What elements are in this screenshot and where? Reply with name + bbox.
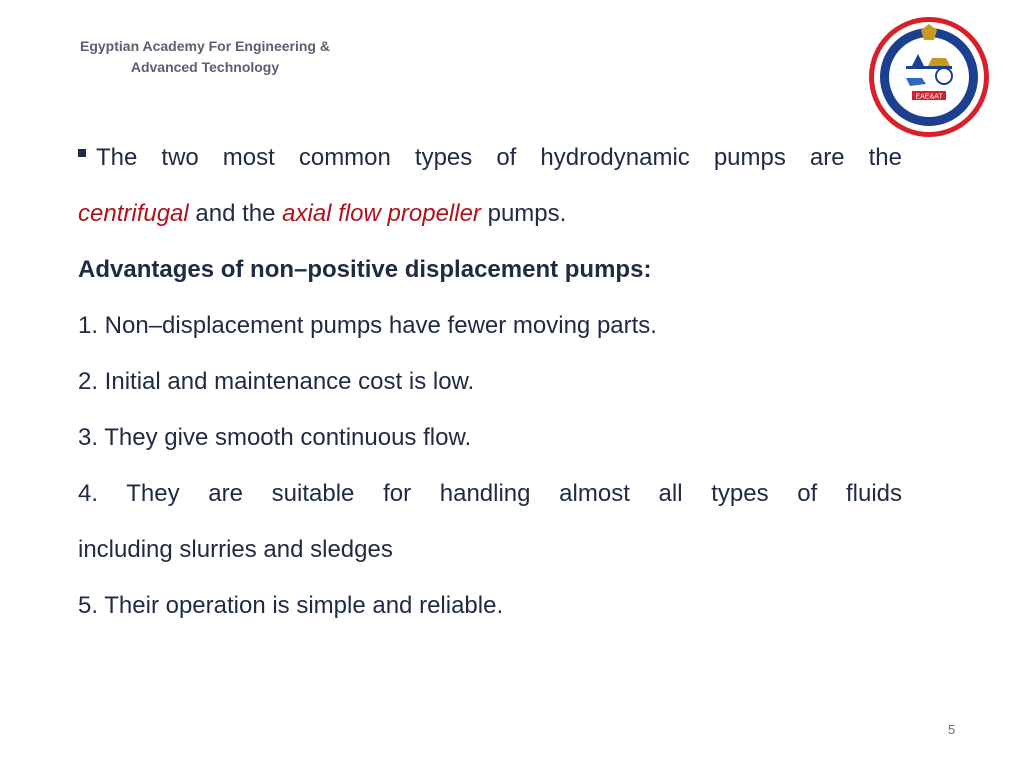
term-axial-flow-propeller: axial flow propeller [282,200,481,227]
list-item-continuation: including slurries and sledges [78,536,393,563]
slide-body [78,130,902,634]
page-number: 5 [948,722,956,737]
academy-logo [866,14,992,140]
bullet-square-icon [78,149,86,157]
intro-text-part1: The two most common types of hydrodynamic pumps are the [96,144,902,171]
org-name-line-1: Egyptian Academy For Engineering & [80,38,330,54]
list-item: 1. Non–displacement pumps have fewer moving parts. [78,312,657,339]
logo-text: EAE&AT [915,93,943,101]
intro-text-part3: pumps. [487,200,567,227]
list-item: 5. Their operation is simple and reliable. [78,592,504,619]
advantages-heading: Advantages of non–positive displacement pumps: [78,256,652,283]
list-item: 3. They give smooth continuous flow. [78,424,472,451]
list-item: 4. They are suitable for handling almost all types of fluids [78,480,902,507]
intro-line-1 [78,130,902,186]
term-centrifugal: centrifugal [78,200,189,227]
intro-text-part2: and the [195,200,276,227]
intro-line-2 [78,186,902,242]
organization-name [60,36,350,78]
list-item: 2. Initial and maintenance cost is low. [78,368,475,395]
org-name-line-2: Advanced Technology [130,59,280,75]
